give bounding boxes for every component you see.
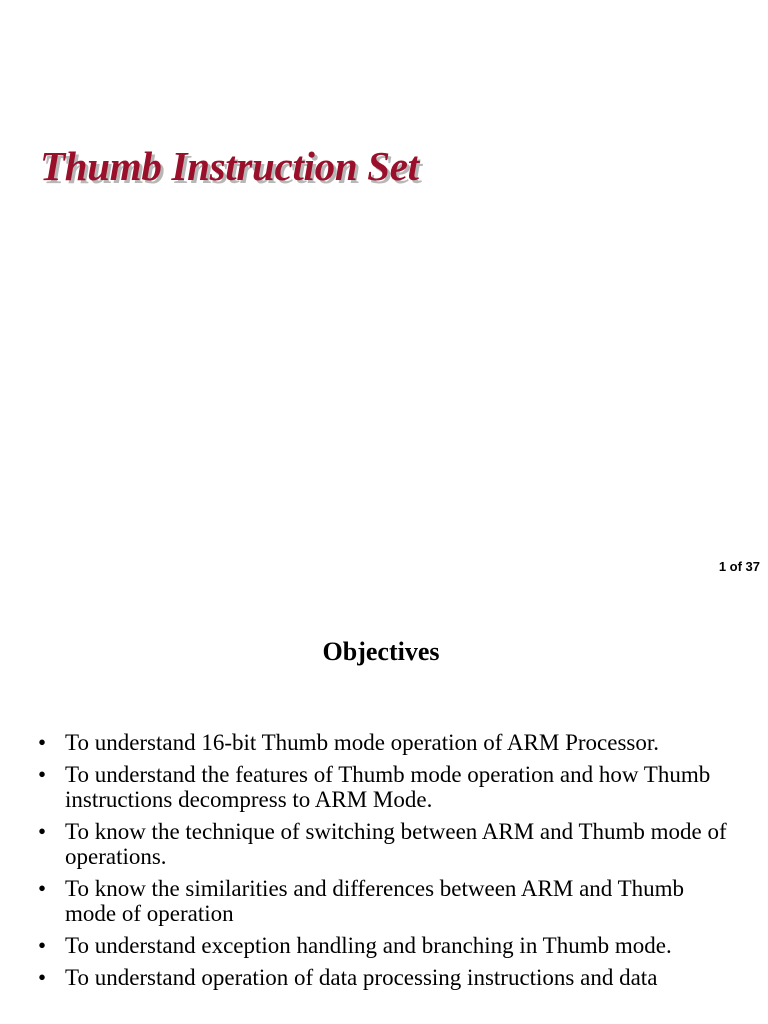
objective-item xyxy=(38,933,738,958)
objective-text: To know the similarities and differences between ARM and Thumb mode of operation xyxy=(65,876,685,926)
objective-text: To understand the features of Thumb mode operation and how Thumb instructions decompress to ARM Mode. xyxy=(65,762,711,812)
objective-item xyxy=(38,965,738,990)
objectives-list xyxy=(38,730,738,997)
objective-item xyxy=(38,819,738,869)
page-number: 1 of 37 xyxy=(718,559,760,574)
objective-item xyxy=(38,876,738,926)
objective-text: To understand operation of data processing instructions and data xyxy=(65,965,658,990)
objective-text: To know the technique of switching between ARM and Thumb mode of operations. xyxy=(65,819,727,869)
objective-text: To understand 16-bit Thumb mode operation of ARM Processor. xyxy=(65,730,659,755)
bullet-icon: • xyxy=(38,965,47,990)
bullet-icon: • xyxy=(38,933,47,958)
objective-item xyxy=(38,730,738,755)
objectives-slide xyxy=(0,584,768,1024)
bullet-icon: • xyxy=(38,876,47,901)
bullet-icon: • xyxy=(38,730,47,755)
bullet-icon: • xyxy=(38,762,47,787)
bullet-icon: • xyxy=(38,819,47,844)
objective-text: To understand exception handling and branching in Thumb mode. xyxy=(65,933,672,958)
objectives-heading: Objectives xyxy=(322,637,440,666)
objective-item xyxy=(38,762,738,812)
slide-title: Thumb Instruction Set xyxy=(40,143,419,189)
